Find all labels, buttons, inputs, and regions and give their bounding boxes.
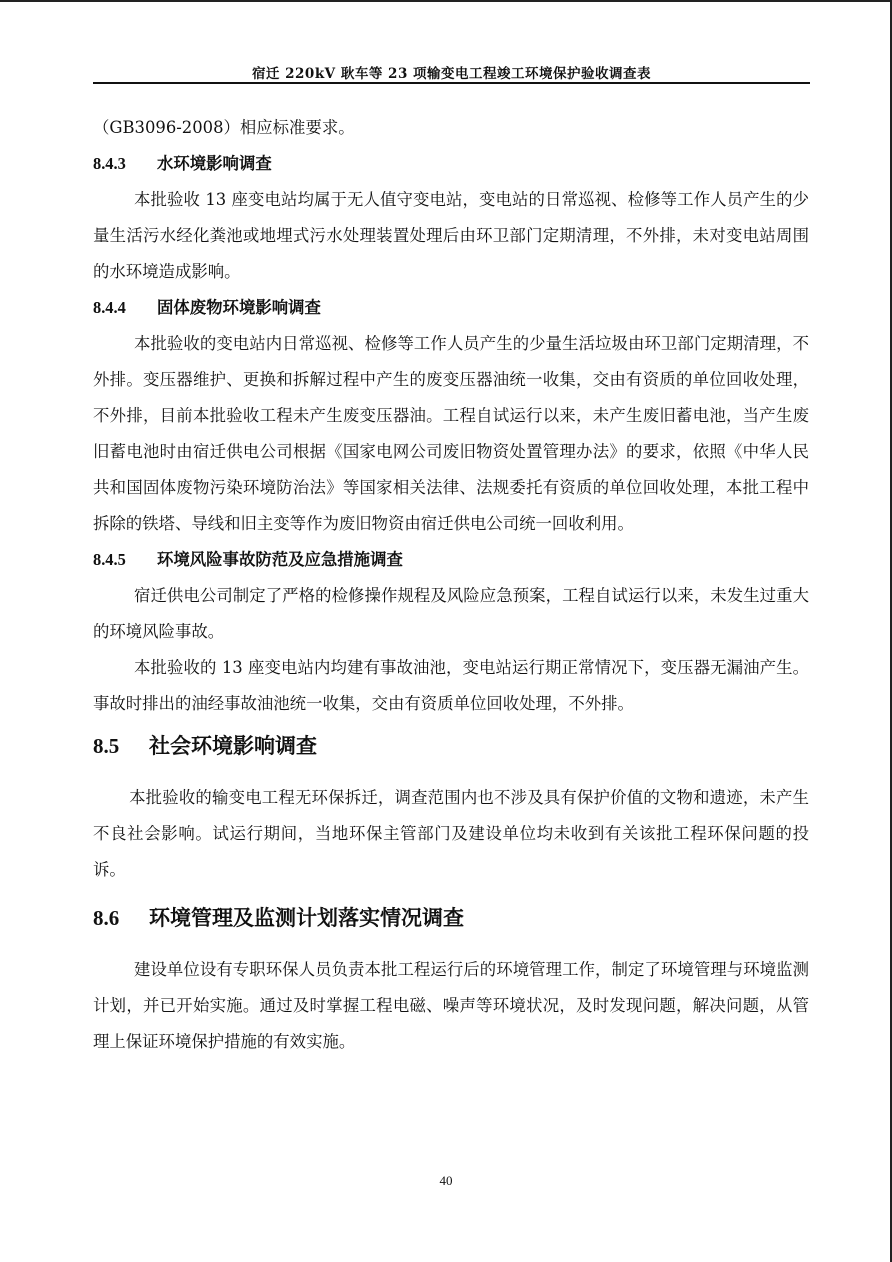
running-header: 宿迁 220kV 耿车等 23 项输变电工程竣工环境保护验收调查表 xyxy=(251,66,652,82)
document-body xyxy=(93,110,809,1060)
section-heading-8-5 xyxy=(93,728,809,764)
section-heading-8-4-4 xyxy=(93,290,809,326)
intro-line: （GB3096-2008）相应标准要求。 xyxy=(93,118,355,137)
section-number: 8.6 xyxy=(93,906,120,930)
section-heading-8-4-5 xyxy=(93,542,809,578)
section-title: 环境风险事故防范及应急措施调查 xyxy=(157,550,403,569)
section-heading-8-4-3 xyxy=(93,146,809,182)
section-title: 固体废物环境影响调查 xyxy=(157,298,321,317)
paragraph: 本批验收的变电站内日常巡视、检修等工作人员产生的少量生活垃圾由环卫部门定期清理，不外排。变压器维护、更换和拆解过程中产生的废变压器油统一收集，交由有资质的单位回收处理，不外排，目前本批验收工程未产生废变压器油。工程自试运行以来，未产生废旧蓄电池，当产生废旧蓄电池时由宿迁供电公司根据《国家电网公司废旧物资处置管理办法》的要求，依照《中华人民共和国固体废物污染环境防治法》等国家相关法律、法规委托有资质的单位回收处理，本批工程中拆除的铁塔、导线和旧主变等作为废旧物资由宿迁供电公司统一回收利用。 xyxy=(93,334,809,533)
header-rule xyxy=(93,82,810,84)
section-heading-8-6 xyxy=(93,900,809,936)
page-number: 40 xyxy=(439,1173,453,1188)
page-border-top xyxy=(0,0,892,2)
section-number: 8.4.3 xyxy=(93,154,126,173)
section-number: 8.5 xyxy=(93,734,120,758)
paragraph: 本批验收 13 座变电站均属于无人值守变电站，变电站的日常巡视、检修等工作人员产生的少量生活污水经化粪池或地埋式污水处理装置处理后由环卫部门定期清理，不外排，未对变电站周围的水环境造成影响。 xyxy=(93,190,809,281)
section-number: 8.4.4 xyxy=(93,298,126,317)
section-number: 8.4.5 xyxy=(93,550,126,569)
section-title: 社会环境影响调查 xyxy=(149,733,317,758)
section-title: 水环境影响调查 xyxy=(157,154,272,173)
paragraph: 本批验收的输变电工程无环保拆迁，调查范围内也不涉及具有保护价值的文物和遗迹，未产生不良社会影响。试运行期间，当地环保主管部门及建设单位均未收到有关该批工程环保问题的投诉。 xyxy=(93,788,809,879)
paragraph: 宿迁供电公司制定了严格的检修操作规程及风险应急预案，工程自试运行以来，未发生过重大的环境风险事故。 xyxy=(93,586,809,641)
paragraph: 建设单位设有专职环保人员负责本批工程运行后的环境管理工作，制定了环境管理与环境监测计划，并已开始实施。通过及时掌握工程电磁、噪声等环境状况，及时发现问题，解决问题，从管理上保证环境保护措施的有效实施。 xyxy=(93,960,809,1051)
paragraph: 本批验收的 13 座变电站内均建有事故油池，变电站运行期正常情况下，变压器无漏油产生。事故时排出的油经事故油池统一收集，交由有资质单位回收处理，不外排。 xyxy=(93,658,809,713)
section-title: 环境管理及监测计划落实情况调查 xyxy=(149,905,464,930)
